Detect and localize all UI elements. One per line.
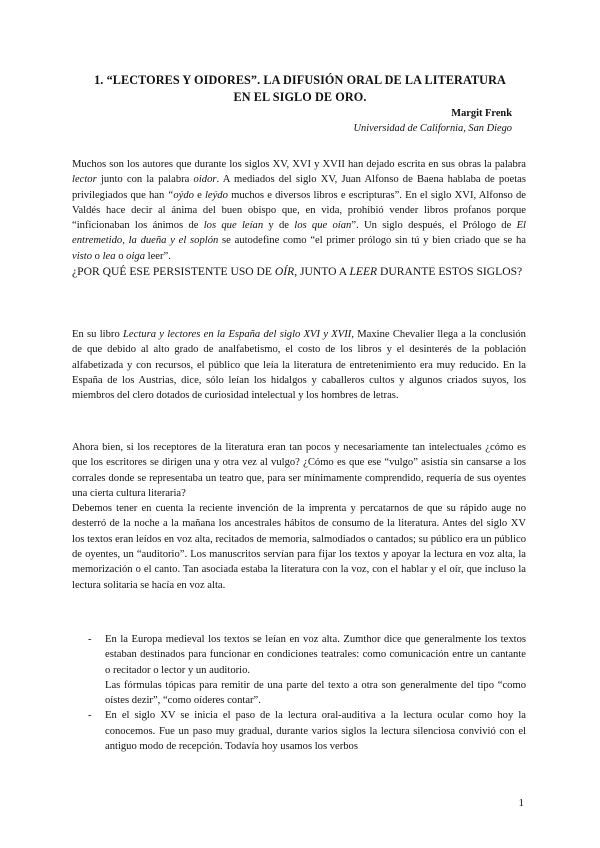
list-item xyxy=(88,632,526,708)
italic-run: visto xyxy=(72,250,93,262)
text-run: junto con la palabra xyxy=(96,174,194,186)
text-run: o xyxy=(115,250,127,262)
title-line-2: EN EL SIGLO DE ORO. xyxy=(233,90,367,104)
text-run: , Maxine Chevalier llega a la conclusión de que debido al alto grado de analfabetismo, el costo de los libros y el desinterés de la población alfabetizada y con recursos, el público que leía la literatura de entretenimiento era muy reducido. En la España de los Austrias, dice, sólo leían los hidalgos y caballeros cultos y algunos criados suyos, los miembros del clero dotados de curiosidad intelectual y los hombres de letras. xyxy=(72,329,526,402)
bullet-list xyxy=(88,632,526,754)
list-item-text: En el siglo XV se inicia el paso de la lectura oral-auditiva a la lectura ocular como hoy la conocemos. Fue un paso muy gradual, durante varios siglos la lectura silenciosa convivió con el antiguo modo de recepción. Todavía hoy usamos los verbos xyxy=(105,710,526,753)
text-run: o xyxy=(92,250,103,262)
text-run: ¿POR QUÉ ESE PERSISTENTE USO DE xyxy=(72,265,275,278)
text-run: y de xyxy=(263,220,295,232)
title-line-1: 1. “LECTORES Y OIDORES”. LA DIFUSIÓN ORAL DE LA LITERATURA xyxy=(94,73,506,87)
italic-run: lea xyxy=(102,250,116,262)
text-run: Muchos son los autores que durante los siglos XV, XVI y XVII han dejado escrita en sus obras la palabra xyxy=(72,159,526,170)
paragraph-intro xyxy=(72,157,526,264)
article-title xyxy=(72,72,528,106)
paragraph-imprenta: Debemos tener en cuenta la reciente invención de la imprenta y percatarnos de que su rápido auge no desterró de la noche a la mañana los ancestrales hábitos de consumo de la literatura. Antes del siglo XV los textos eran leídos en voz alta, recitados de memoria, salmodiados o cantados; su público era un público de oyentes, un “auditorio”. Los manuscritos servían para fijar los textos y apoyar la lectura en voz alta, la memorización o el canto. Tan asociada estaba la literatura con la voz, con el hablar y el oír, que incluso la lectura solitaria se hacía en voz alta. xyxy=(72,503,526,591)
paragraph-vulgo xyxy=(72,440,526,593)
italic-run: oidor xyxy=(193,174,217,186)
italic-run: OÍR xyxy=(274,265,295,278)
page-number: 1 xyxy=(518,797,524,809)
author-affiliation: Universidad de California, San Diego xyxy=(353,123,512,134)
text-run: , JUNTO A xyxy=(294,265,350,278)
bullet-dash: - xyxy=(88,710,92,722)
text-run: DURANTE ESTOS SIGLOS? xyxy=(377,265,523,278)
section-question-heading xyxy=(72,264,526,280)
text-run: se autodefine como “el primer prólogo sin tú y bien criado que se ha xyxy=(218,235,527,247)
italic-run: lector xyxy=(72,174,97,186)
author-block xyxy=(354,106,512,136)
text-run: muchos e diversos libros e escripturas”. En el siglo XVI, Alfonso de Valdés hace decir al ánima del buen obispo que, en vida, prohibió vender libros profanos porque “inficionaban los ánimos de xyxy=(72,189,526,232)
list-item-text: En la Europa medieval los textos se leían en voz alta. Zumthor dice que generalmente los textos estaban destinados para funcionar en condiciones teatrales: como comunicación entre un cantante o recitador o lector y un auditorio. xyxy=(105,634,526,676)
list-item-subtext: Las fórmulas tópicas para remitir de una parte del texto a otra son generalmente del tipo “como oístes dezir”, “como oíderes contar”. xyxy=(105,679,526,707)
bullet-dash: - xyxy=(88,634,92,645)
italic-run: El entremetido, la dueña y el soplón xyxy=(72,220,526,247)
text-run: En su libro xyxy=(72,329,124,340)
text-run: leer”. xyxy=(145,250,171,262)
author-name: Margit Frenk xyxy=(451,108,512,119)
paragraph-vulgo-question: Ahora bien, si los receptores de la literatura eran tan pocos y necesariamente tan intelectuales ¿cómo es que los escritores se dirigen una y otra vez al vulgo? ¿Cómo es que ese “vulgo” asistía sin cansarse a los corrales donde se representaba un teatro que, para ser mínimamente comprendido, requería de sus oyentes una cierta cultura literaria? xyxy=(72,442,526,499)
list-item xyxy=(88,708,526,754)
italic-run: LEER xyxy=(349,265,378,278)
text-run: ”. Un siglo después, el Prólogo de xyxy=(351,220,517,232)
paragraph-chevalier xyxy=(72,327,526,403)
book-title: Lectura y lectores en la España del siglo XVI y XVII xyxy=(123,329,352,340)
italic-run: los que leían xyxy=(203,220,264,232)
italic-run: leýdo xyxy=(204,189,228,201)
italic-run: los que oían xyxy=(294,220,352,232)
italic-run: oiga xyxy=(126,250,145,262)
text-run: . A mediados del siglo XV, Juan Alfonso de Baena hablaba de poetas privilegiados que han xyxy=(72,174,526,201)
text-run: e xyxy=(193,189,205,201)
italic-run: “oýdo xyxy=(167,189,194,201)
